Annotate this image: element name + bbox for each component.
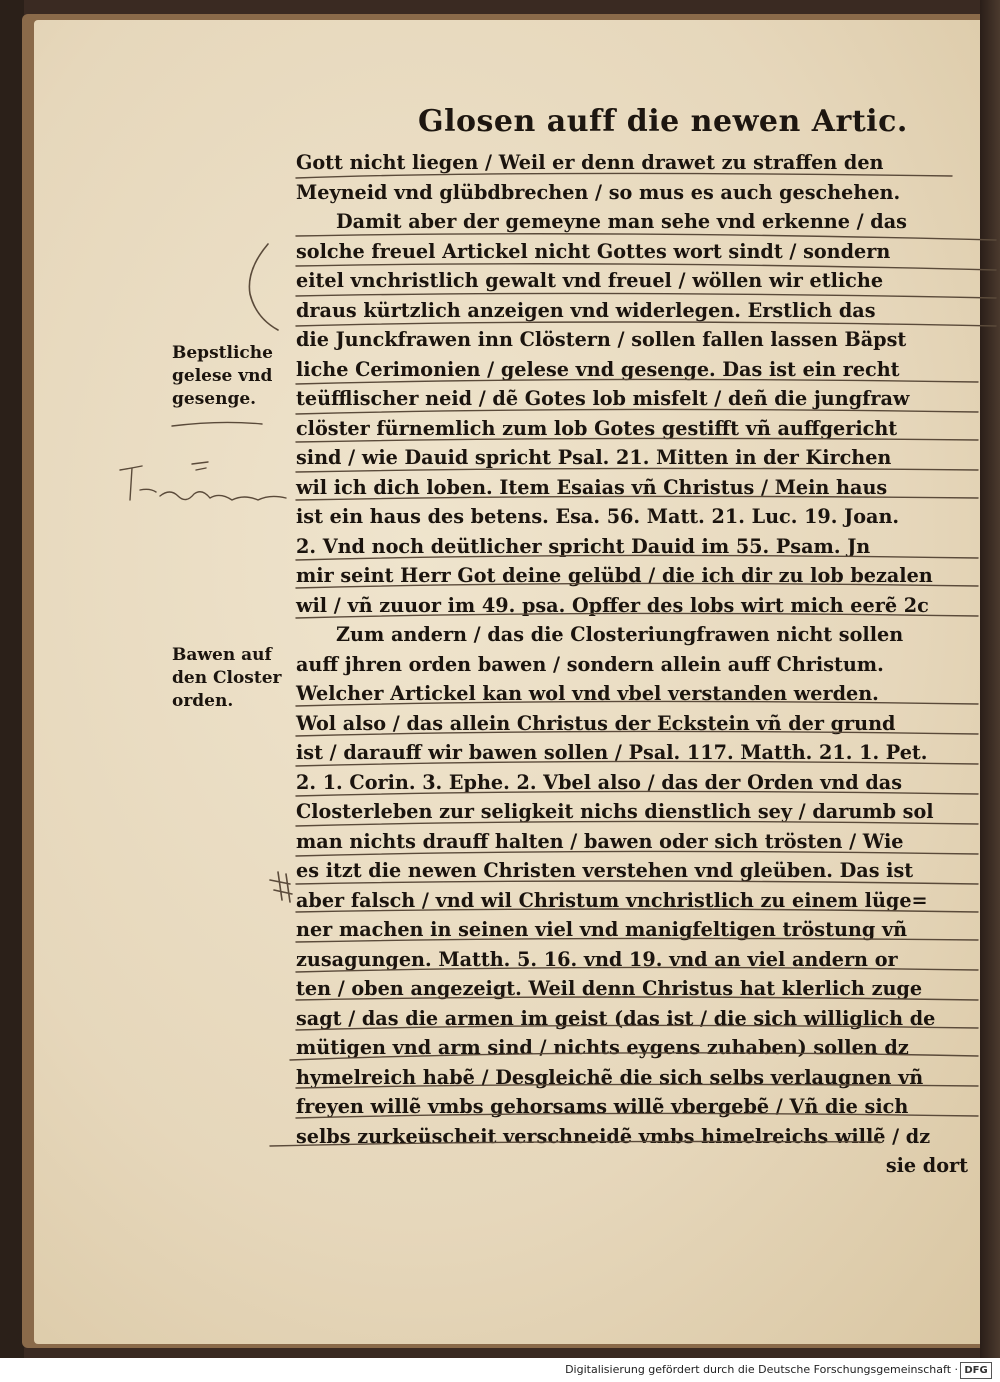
text-line: Meyneid vnd glübdbrechen / so mus es auch geschehen. [296, 180, 901, 204]
text-line: sagt / das die armen im geist (das ist / die sich williglich de [296, 1006, 936, 1030]
text-line: wil / vñ zuuor im 49. psa. Opffer des lobs wirt mich eerẽ 2c [296, 593, 929, 617]
running-head: Glosen auff die newen Artic. [418, 104, 908, 139]
text-line: Closterleben zur seligkeit nichs dienstlich sey / darumb sol [296, 800, 934, 823]
margin-note-line: den Closter [172, 668, 282, 688]
margin-bracket [249, 244, 278, 330]
text-line: aber falsch / vnd wil Christum vnchristlich zu einem lüge= [296, 888, 928, 912]
text-line: Gott nicht liegen / Weil er denn drawet zu straffen den [296, 151, 884, 174]
text-line: Damit aber der gemeyne man sehe vnd erkenne / das [336, 210, 907, 233]
text-line: ten / oben angezeigt. Weil denn Christus hat klerlich zuge [296, 977, 923, 1000]
text-line: ist / darauff wir bawen sollen / Psal. 117. Matth. 21. 1. Pet. [296, 741, 928, 764]
text-line: 2. Vnd noch deütlicher spricht Dauid im 55. Psam. Jn [296, 534, 871, 558]
margin-note-line: gesenge. [172, 389, 257, 409]
text-line: liche Cerimonien / gelese vnd gesenge. Das ist ein recht [296, 357, 900, 381]
text-line: wil ich dich loben. Item Esaias vñ Christus / Mein haus [296, 475, 888, 499]
text-line: zusagungen. Matth. 5. 16. vnd 19. vnd an viel andern or [296, 947, 898, 971]
text-line: mir seint Herr Got deine gelübd / die ich dir zu lob bezalen [296, 564, 933, 587]
text-line: Wol also / das allein Christus der Eckstein vñ der grund [296, 711, 896, 735]
text-line: selbs zurkeüscheit verschneidẽ vmbs himelreichs willẽ / dz [296, 1124, 931, 1148]
dfg-logo: DFG [960, 1362, 992, 1379]
text-line: freyen willẽ vmbs gehorsams willẽ vbergebẽ / Vñ die sich [296, 1095, 909, 1118]
text-line: auff jhren orden bawen / sondern allein auff Christum. [296, 652, 884, 676]
text-line: die Junckfrawen inn Clöstern / sollen fallen lassen Bäpst [296, 328, 907, 351]
text-line: solche freuel Artickel nicht Gottes wort sindt / sondern [296, 239, 891, 263]
margin-note-line: Bepstliche [172, 343, 273, 363]
text-line: man nichts drauff halten / bawen oder sich trösten / Wie [296, 829, 904, 853]
text-line: sie dort [885, 1154, 968, 1177]
text-line: sind / wie Dauid spricht Psal. 21. Mitten in der Kirchen [296, 446, 892, 469]
text-line: 2. 1. Corin. 3. Ephe. 2. Vbel also / das der Orden vnd das [296, 770, 903, 794]
text-line: Zum andern / das die Closteriungfrawen nicht sollen [336, 623, 904, 646]
text-line: clöster fürnemlich zum lob Gotes gestifft vñ auffgericht [296, 416, 898, 440]
margin-note-line: Bawen auf [172, 645, 272, 665]
text-line: Welcher Artickel kan wol vnd vbel verstanden werden. [296, 682, 879, 705]
text-line: ist ein haus des betens. Esa. 56. Matt. 21. Luc. 19. Joan. [296, 505, 900, 528]
margin-note-line: orden. [172, 691, 234, 711]
text-line: es itzt die newen Christen verstehen vnd gleüben. Das ist [296, 859, 914, 882]
text-line: teüfflischer neid / dẽ Gotes lob misfelt / deñ die jungfraw [296, 387, 910, 410]
footer-bar [0, 1358, 1000, 1382]
text-line: eitel vnchristlich gewalt vnd freuel / wöllen wir etliche [296, 269, 884, 292]
text-line: ner machen in seinen viel vnd manigfeltigen tröstung vñ [296, 918, 908, 941]
underline-stroke [296, 173, 952, 178]
text-line: draus kürtzlich anzeigen vnd widerlegen. Erstlich das [296, 298, 876, 322]
margin-note-line: gelese vnd [172, 366, 273, 386]
text-line: mütigen vnd arm sind / nichts eygens zuhaben) sollen dz [296, 1036, 909, 1059]
text-line: hymelreich habẽ / Desgleichẽ die sich selbs verlaugnen vñ [296, 1065, 924, 1089]
funding-credit: Digitalisierung gefördert durch die Deutsche Forschungsgemeinschaft · [565, 1363, 958, 1376]
